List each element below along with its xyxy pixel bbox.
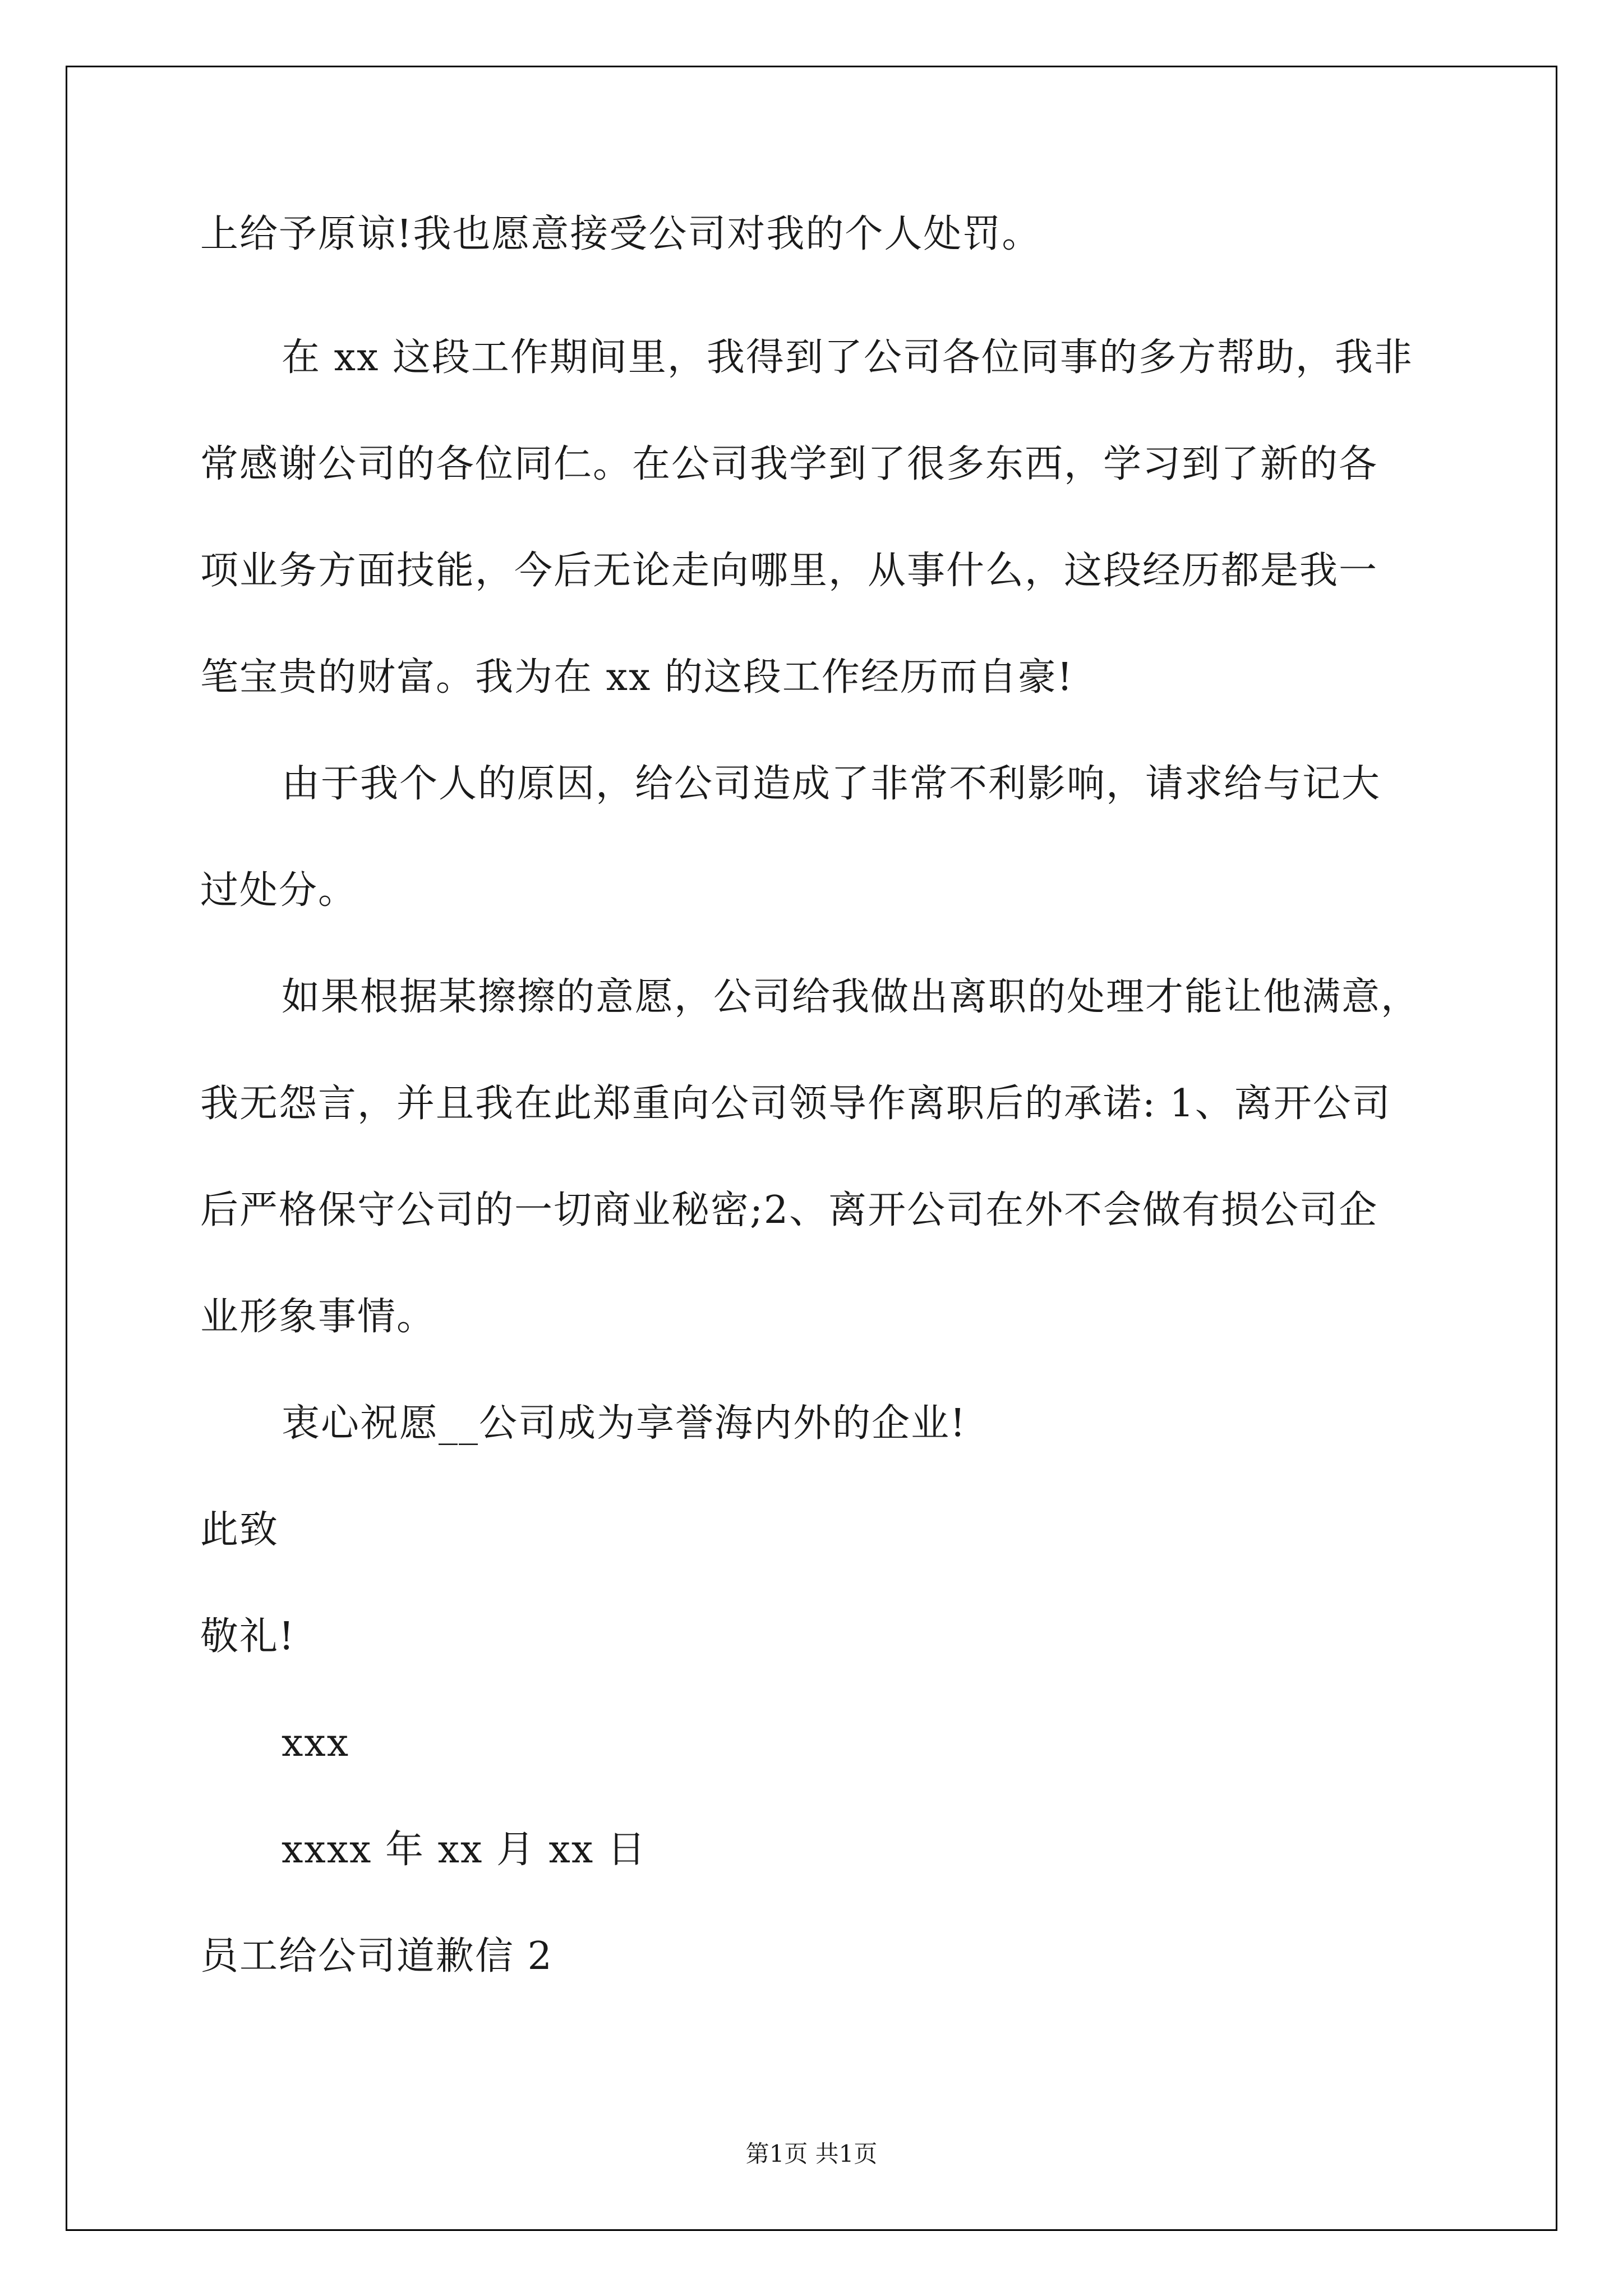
paragraph-line-4: 项业务方面技能，今后无论走向哪里，从事什么，这段经历都是我一 <box>200 549 1378 593</box>
paragraph-line-11: 业形象事情。 <box>200 1295 436 1339</box>
paragraph-line-5: 笔宝贵的财富。我为在 xx 的这段工作经历而自豪! <box>200 655 1074 700</box>
section-heading: 员工给公司道歉信 2 <box>200 1934 553 1978</box>
paragraph-line-3: 常感谢公司的各位同仁。在公司我学到了很多东西，学习到了新的各 <box>200 442 1378 486</box>
closing-regards: 敬礼! <box>200 1614 296 1659</box>
signature-date: xxxx 年 xx 月 xx 日 <box>282 1828 647 1872</box>
paragraph-line-1: 上给予原谅!我也愿意接受公司对我的个人处罚。 <box>200 212 1041 256</box>
paragraph-line-7: 过处分。 <box>200 868 358 913</box>
closing-salutation: 此致 <box>200 1508 279 1552</box>
paragraph-line-6: 由于我个人的原因，给公司造成了非常不利影响，请求给与记大 <box>282 762 1381 806</box>
paragraph-line-10: 后严格保守公司的一切商业秘密;2、离开公司在外不会做有损公司企 <box>200 1188 1378 1232</box>
paragraph-line-2: 在 xx 这段工作期间里，我得到了公司各位同事的多方帮助，我非 <box>282 335 1413 380</box>
paragraph-line-9: 我无怨言，并且我在此郑重向公司领导作离职后的承诺: 1、离开公司 <box>200 1082 1391 1126</box>
paragraph-line-12: 衷心祝愿__公司成为享誉海内外的企业! <box>282 1401 967 1446</box>
paragraph-line-8: 如果根据某擦擦的意愿，公司给我做出离职的处理才能让他满意， <box>282 975 1421 1019</box>
signature-name: xxx <box>282 1721 350 1765</box>
page-footer: 第1页 共1页 <box>745 2140 878 2168</box>
page-border <box>66 66 1557 2231</box>
